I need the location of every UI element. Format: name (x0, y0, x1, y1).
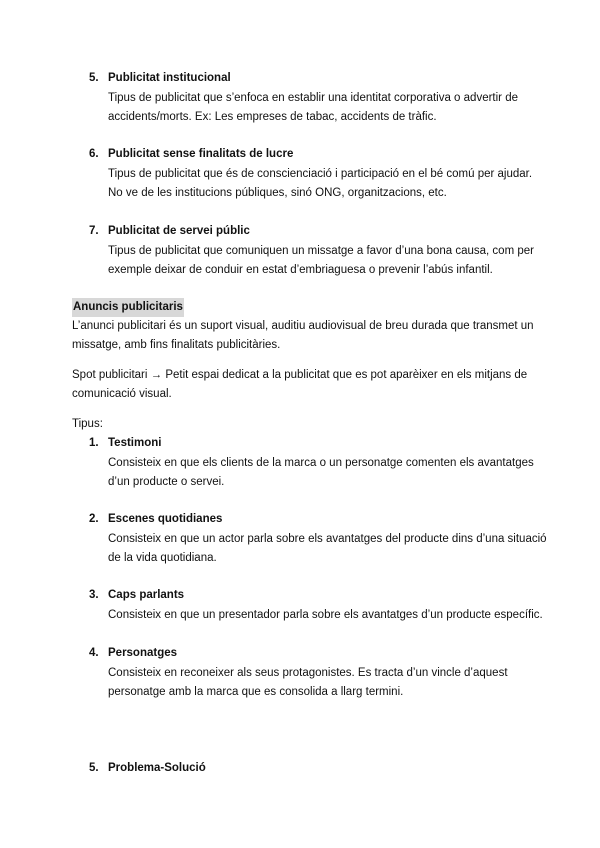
item-number: 1. (89, 437, 99, 449)
item-number: 7. (89, 225, 99, 237)
item-title: Problema-Solució (108, 762, 206, 774)
item-number: 5. (89, 72, 99, 84)
list-item (89, 759, 549, 778)
item-description: Tipus de publicitat que comuniquen un missatge a favor d’una bona causa, com per exemple deixar de conduir en estat d’embriaguesa o prevenir l’abús infantil. (108, 245, 534, 276)
paragraph-anunci: L’anunci publicitari és un suport visual, auditiu audiovisual de breu durada que transmet un missatge, amb fins finalitats publicitàries. (72, 320, 534, 351)
section-heading: Anuncis publicitaris (72, 298, 184, 317)
item-description: Tipus de publicitat que s’enfoca en establir una identitat corporativa o advertir de accidents/morts. Ex: Les empreses de tabac, accidents de tràfic. (108, 92, 518, 123)
item-description: Consisteix en reconeixer als seus protagonistes. Es tracta d’un vincle d’aquest personatge amb la marca que es consolida a llarg termini. (108, 667, 508, 698)
list-item (89, 644, 549, 702)
item-number: 5. (89, 762, 99, 774)
list-item (89, 510, 549, 568)
tipus-label: Tipus: (72, 418, 103, 430)
list-item (89, 586, 549, 625)
item-description: Consisteix en que un presentador parla sobre els avantatges d’un producte específic. (108, 609, 543, 621)
item-title: Publicitat sense finalitats de lucre (108, 148, 294, 160)
item-description: Tipus de publicitat que és de conscienciació i participació en el bé comú per ajudar. No ve de les institucions públiques, sinó ONG, organitzacions, etc. (108, 168, 533, 199)
list-item (89, 69, 549, 127)
paragraph-spot: Spot publicitari → Petit espai dedicat a la publicitat que es pot aparèixer en els mitjans de comunicació visual. (72, 369, 528, 400)
item-title: Publicitat institucional (108, 72, 231, 84)
list-item (89, 434, 549, 492)
item-title: Personatges (108, 647, 178, 659)
item-title: Publicitat de servei públic (108, 225, 250, 237)
item-number: 4. (89, 647, 99, 659)
list-item (89, 222, 549, 280)
section-heading-wrap (72, 298, 542, 317)
list-item (89, 145, 549, 203)
item-title: Escenes quotidianes (108, 513, 223, 525)
item-number: 6. (89, 148, 99, 160)
item-title: Testimoni (108, 437, 162, 449)
item-number: 2. (89, 513, 99, 525)
item-description: Consisteix en que un actor parla sobre els avantatges del producte dins d’una situació de la vida quotidiana. (108, 533, 547, 564)
item-title: Caps parlants (108, 589, 185, 601)
item-description: Consisteix en que els clients de la marca o un personatge comenten els avantatges d’un producte o servei. (108, 457, 534, 488)
item-number: 3. (89, 589, 99, 601)
